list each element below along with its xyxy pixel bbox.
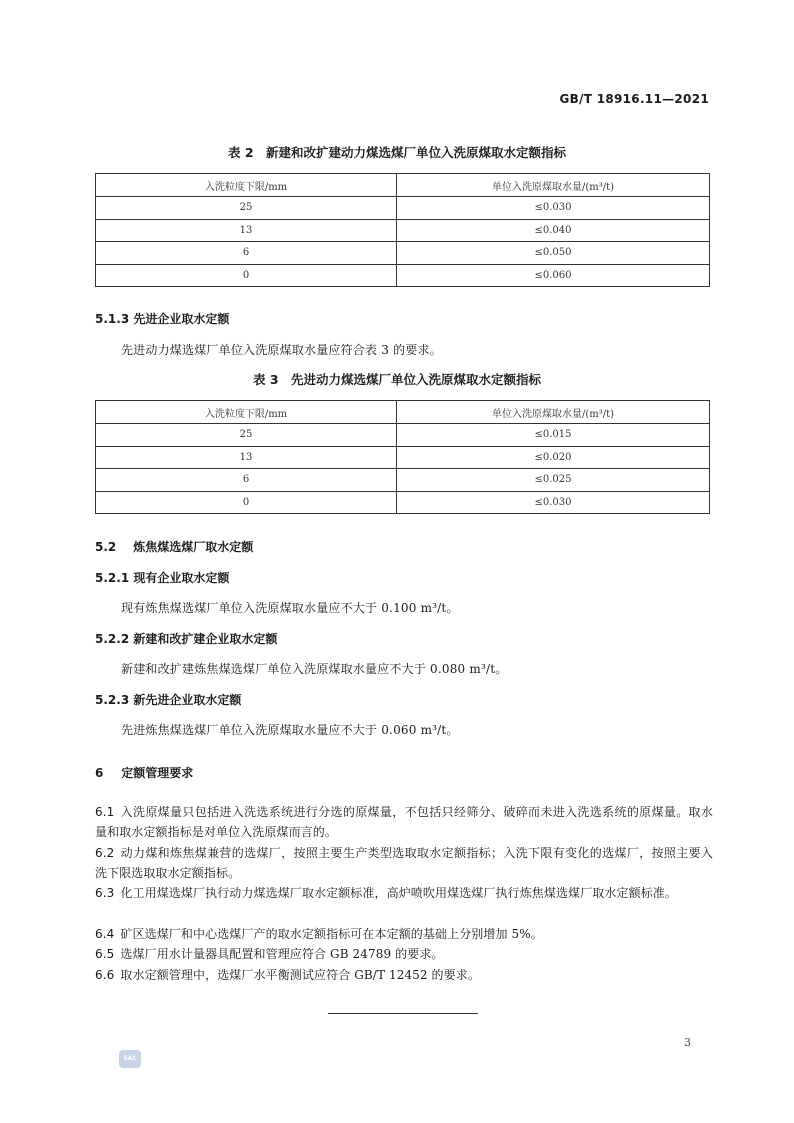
- table-cell: ≤0.020: [397, 446, 710, 469]
- clause-6-3: [95, 883, 713, 903]
- clause-number: 6.6: [95, 968, 115, 982]
- clause-6-2: [95, 843, 713, 883]
- table-row: [96, 242, 710, 265]
- paragraph: 先进动力煤选煤厂单位入洗原煤取水量应符合表 3 的要求。: [121, 343, 442, 357]
- table-cell: ≤0.030: [397, 491, 710, 514]
- section-number: 5.2.1: [95, 571, 130, 585]
- clause-6-5: [95, 944, 713, 964]
- clause-text: 入洗原煤量只包括进入洗选系统进行分选的原煤量，不包括只经筛分、破碎而未进入洗选系统的原煤量。取水量和取水定额指标是对单位入洗原煤而言的。: [95, 805, 713, 839]
- table-cell: ≤0.015: [397, 424, 710, 447]
- section-title: 定额管理要求: [121, 766, 194, 780]
- clause-text: 动力煤和炼焦煤兼营的选煤厂，按照主要生产类型选取取水定额指标；入洗下限有变化的选煤厂，按照主要入洗下限选取取水定额指标。: [95, 846, 713, 880]
- column-header: 单位入洗原煤取水量/(m³/t): [397, 401, 710, 424]
- clause-number: 6.4: [95, 927, 115, 941]
- clause-number: 6.5: [95, 947, 115, 961]
- clause-6-6: [95, 965, 713, 985]
- section-number: 5.2.2: [95, 632, 130, 646]
- table-row: [96, 446, 710, 469]
- page-number: 3: [684, 1036, 691, 1049]
- table-cell: 0: [96, 264, 397, 287]
- table-cell: ≤0.060: [397, 264, 710, 287]
- section-heading-5-2-1: [95, 569, 229, 586]
- section-heading-6: [95, 764, 193, 781]
- table-row: [96, 197, 710, 220]
- paragraph: 新建和改扩建炼焦煤选煤厂单位入洗原煤取水量应不大于 0.080 m³/t。: [121, 662, 508, 676]
- table3: [95, 400, 710, 514]
- table3-title: 表 3 先进动力煤选煤厂单位入洗原煤取水定额指标: [252, 372, 542, 387]
- column-header: 单位入洗原煤取水量/(m³/t): [397, 174, 710, 197]
- clause-text: 化工用煤选煤厂执行动力煤选煤厂取水定额标准，高炉喷吹用煤选煤厂执行炼焦煤选煤厂取水定额标准。: [120, 886, 677, 900]
- clause-number: 6.1: [95, 805, 115, 819]
- table-cell: 25: [96, 197, 397, 220]
- table-cell: ≤0.030: [397, 197, 710, 220]
- section-number: 6: [95, 766, 104, 780]
- table-row: [96, 264, 710, 287]
- section-title: 现有企业取水定额: [133, 571, 230, 585]
- section-heading-5-2-2: [95, 630, 277, 647]
- table2-title: 表 2 新建和改扩建动力煤选煤厂单位入洗原煤取水定额指标: [227, 145, 567, 160]
- clause-6-1: [95, 802, 713, 842]
- section-heading-5-1-3: [95, 310, 229, 327]
- clause-6-4: [95, 924, 713, 944]
- end-rule: [328, 1013, 478, 1014]
- section-heading-5-2-3: [95, 691, 241, 708]
- clause-text: 矿区选煤厂和中心选煤厂产的取水定额指标可在本定额的基础上分别增加 5%。: [120, 927, 543, 941]
- section-heading-5-2: [95, 538, 253, 555]
- section-title: 先进企业取水定额: [133, 312, 230, 326]
- clause-number: 6.2: [95, 846, 115, 860]
- table-cell: 0: [96, 491, 397, 514]
- sac-logo: SAC: [119, 1050, 141, 1068]
- table-header-row: [96, 401, 710, 424]
- table2: [95, 173, 710, 287]
- table-cell: 6: [96, 469, 397, 492]
- column-header: 入洗粒度下限/mm: [96, 401, 397, 424]
- table-cell: ≤0.025: [397, 469, 710, 492]
- section-number: 5.1.3: [95, 312, 130, 326]
- section-number: 5.2.3: [95, 693, 130, 707]
- paragraph: 先进炼焦煤选煤厂单位入洗原煤取水量应不大于 0.060 m³/t。: [121, 723, 459, 737]
- standard-code: GB/T 18916.11—2021: [559, 92, 709, 106]
- table-row: [96, 219, 710, 242]
- paragraph: 现有炼焦煤选煤厂单位入洗原煤取水量应不大于 0.100 m³/t。: [121, 601, 459, 615]
- table-cell: 13: [96, 446, 397, 469]
- clause-number: 6.3: [95, 886, 115, 900]
- clause-text: 选煤厂用水计量器具配置和管理应符合 GB 24789 的要求。: [120, 947, 444, 961]
- table-cell: 25: [96, 424, 397, 447]
- clause-text: 取水定额管理中，选煤厂水平衡测试应符合 GB/T 12452 的要求。: [120, 968, 480, 982]
- table-header-row: [96, 174, 710, 197]
- section-title: 新先进企业取水定额: [133, 693, 242, 707]
- table-row: [96, 424, 710, 447]
- table-cell: 6: [96, 242, 397, 265]
- section-title: 新建和改扩建企业取水定额: [133, 632, 278, 646]
- table-cell: ≤0.040: [397, 219, 710, 242]
- section-number: 5.2: [95, 540, 117, 554]
- table-cell: ≤0.050: [397, 242, 710, 265]
- section-title: 炼焦煤选煤厂取水定额: [133, 540, 254, 554]
- table-cell: 13: [96, 219, 397, 242]
- column-header: 入洗粒度下限/mm: [96, 174, 397, 197]
- table-row: [96, 491, 710, 514]
- table-row: [96, 469, 710, 492]
